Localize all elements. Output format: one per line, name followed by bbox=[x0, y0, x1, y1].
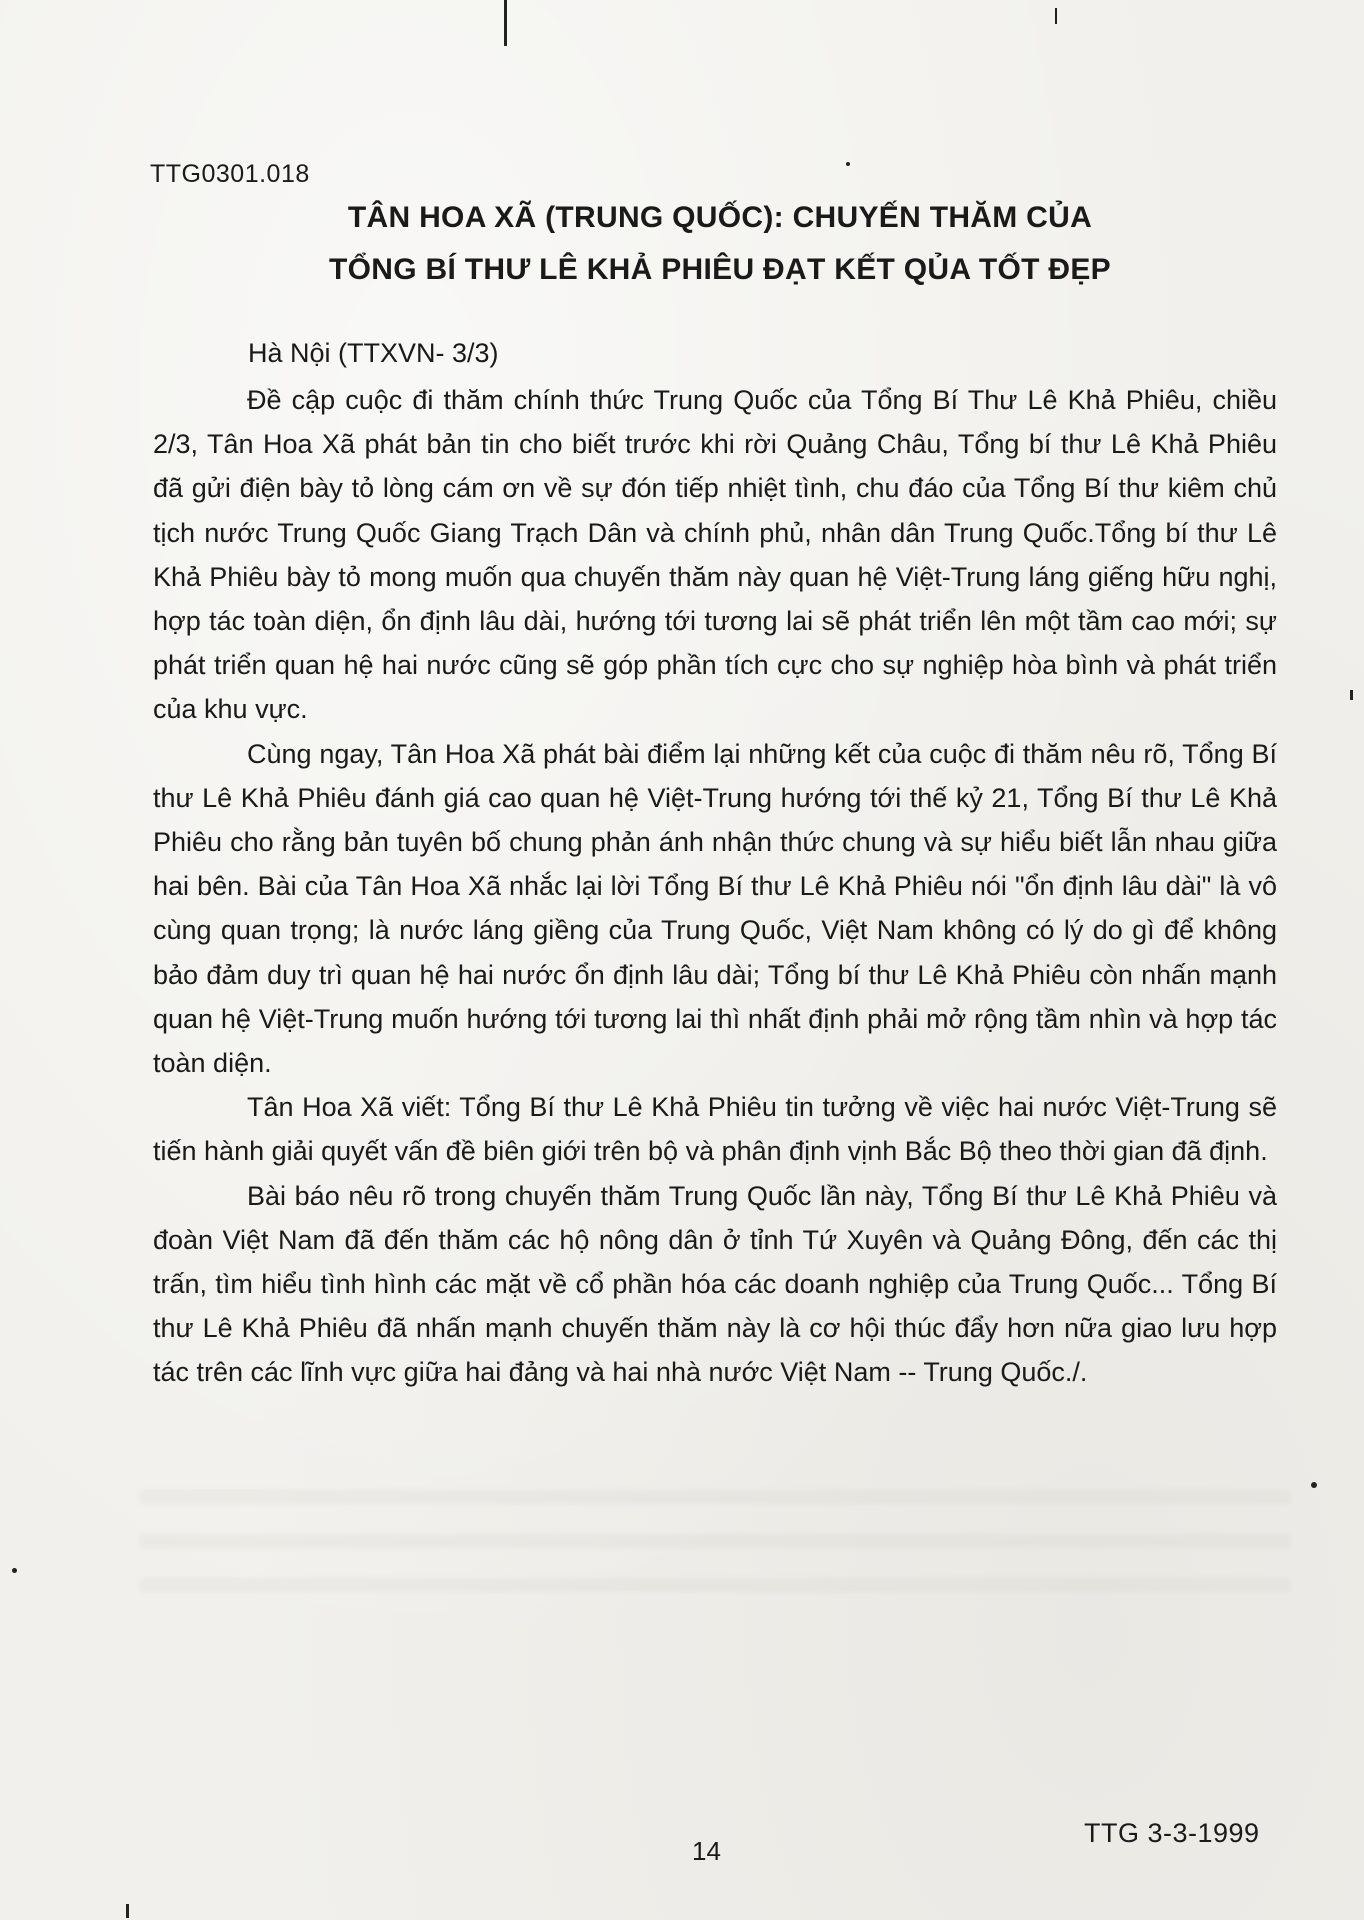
page-number: 14 bbox=[692, 1836, 721, 1866]
title-line-2: TỔNG BÍ THƯ LÊ KHẢ PHIÊU ĐẠT KẾT QỦA TỐT ĐẸP bbox=[329, 253, 1111, 286]
scan-mark bbox=[846, 162, 850, 166]
scan-mark bbox=[504, 0, 507, 46]
paragraph-1: Đề cập cuộc đi thăm chính thức Trung Quốc của Tổng Bí Thư Lê Khả Phiêu, chiều 2/3, Tân Hoa Xã phát bản tin cho biết trước khi rời Quảng Châu, Tổng bí thư Lê Khả Phiêu đã gửi điện bày tỏ lòng cám ơn về sự đón tiếp nhiệt tình, chu đáo của Tổng Bí thư kiêm chủ tịch nước Trung Quốc Giang Trạch Dân và chính phủ, nhân dân Trung Quốc.Tổng bí thư Lê Khả Phiêu bày tỏ mong muốn qua chuyến thăm này quan hệ Việt-Trung láng giếng hữu nghị, hợp tác toàn diện, ổn định lâu dài, hướng tới tương lai sẽ phát triển lên một tầm cao mới; sự phát triển quan hệ hai nước cũng sẽ góp phần tích cực cho sự nghiệp hòa bình và phát triển của khu vực. bbox=[153, 385, 1277, 725]
paragraph-4: Bài báo nêu rõ trong chuyến thăm Trung Quốc lần này, Tổng Bí thư Lê Khả Phiêu và đoàn Việt Nam đã đến thăm các hộ nông dân ở tỉnh Tứ Xuyên và Quảng Đông, đến các thị trấn, tìm hiểu tình hình các mặt về cổ phần hóa các doanh nghiệp của Trung Quốc... Tổng Bí thư Lê Khả Phiêu đã nhấn mạnh chuyến thăm này là cơ hội thúc đẩy hơn nữa giao lưu hợp tác trên các lĩnh vực giữa hai đảng và hai nhà nước Việt Nam -- Trung Quốc./. bbox=[153, 1180, 1277, 1388]
scan-mark bbox=[126, 1904, 129, 1918]
scan-mark bbox=[12, 1568, 17, 1573]
document-title bbox=[200, 192, 1240, 296]
scan-mark bbox=[1350, 690, 1353, 700]
scan-mark bbox=[1055, 8, 1057, 24]
article-body bbox=[153, 378, 1277, 1395]
bleed-through-text bbox=[140, 1490, 1290, 1620]
scan-mark bbox=[1311, 1482, 1317, 1488]
dateline: Hà Nội (TTXVN- 3/3) bbox=[248, 338, 499, 368]
footer-date: TTG 3-3-1999 bbox=[1084, 1818, 1260, 1848]
paragraph-2: Cùng ngay, Tân Hoa Xã phát bài điểm lại những kết của cuộc đi thăm nêu rõ, Tổng Bí thư Lê Khả Phiêu đánh giá cao quan hệ Việt-Trung hướng tới thế kỷ 21, Tổng Bí thư Lê Khả Phiêu cho rằng bản tuyên bố chung phản ánh nhận thức chung và sự hiểu biết lẫn nhau giữa hai bên. Bài của Tân Hoa Xã nhắc lại lời Tổng Bí thư Lê Khả Phiêu nói "ổn định lâu dài" là vô cùng quan trọng; là nước láng giềng của Trung Quốc, Việt Nam không có lý do gì để không bảo đảm duy trì quan hệ hai nước ổn định lâu dài; Tổng bí thư Lê Khả Phiêu còn nhấn mạnh quan hệ Việt-Trung muốn hướng tới tương lai thì nhất định phải mở rộng tầm nhìn và hợp tác toàn diện. bbox=[153, 738, 1277, 1079]
title-line-1: TÂN HOA XÃ (TRUNG QUỐC): CHUYẾN THĂM CỦA bbox=[347, 201, 1093, 234]
paragraph-3: Tân Hoa Xã viết: Tổng Bí thư Lê Khả Phiêu tin tưởng về việc hai nước Việt-Trung sẽ tiến hành giải quyết vấn đề biên giới trên bộ và phân định vịnh Bắc Bộ theo thời gian đã định. bbox=[153, 1092, 1277, 1167]
document-code: TTG0301.018 bbox=[150, 160, 310, 188]
